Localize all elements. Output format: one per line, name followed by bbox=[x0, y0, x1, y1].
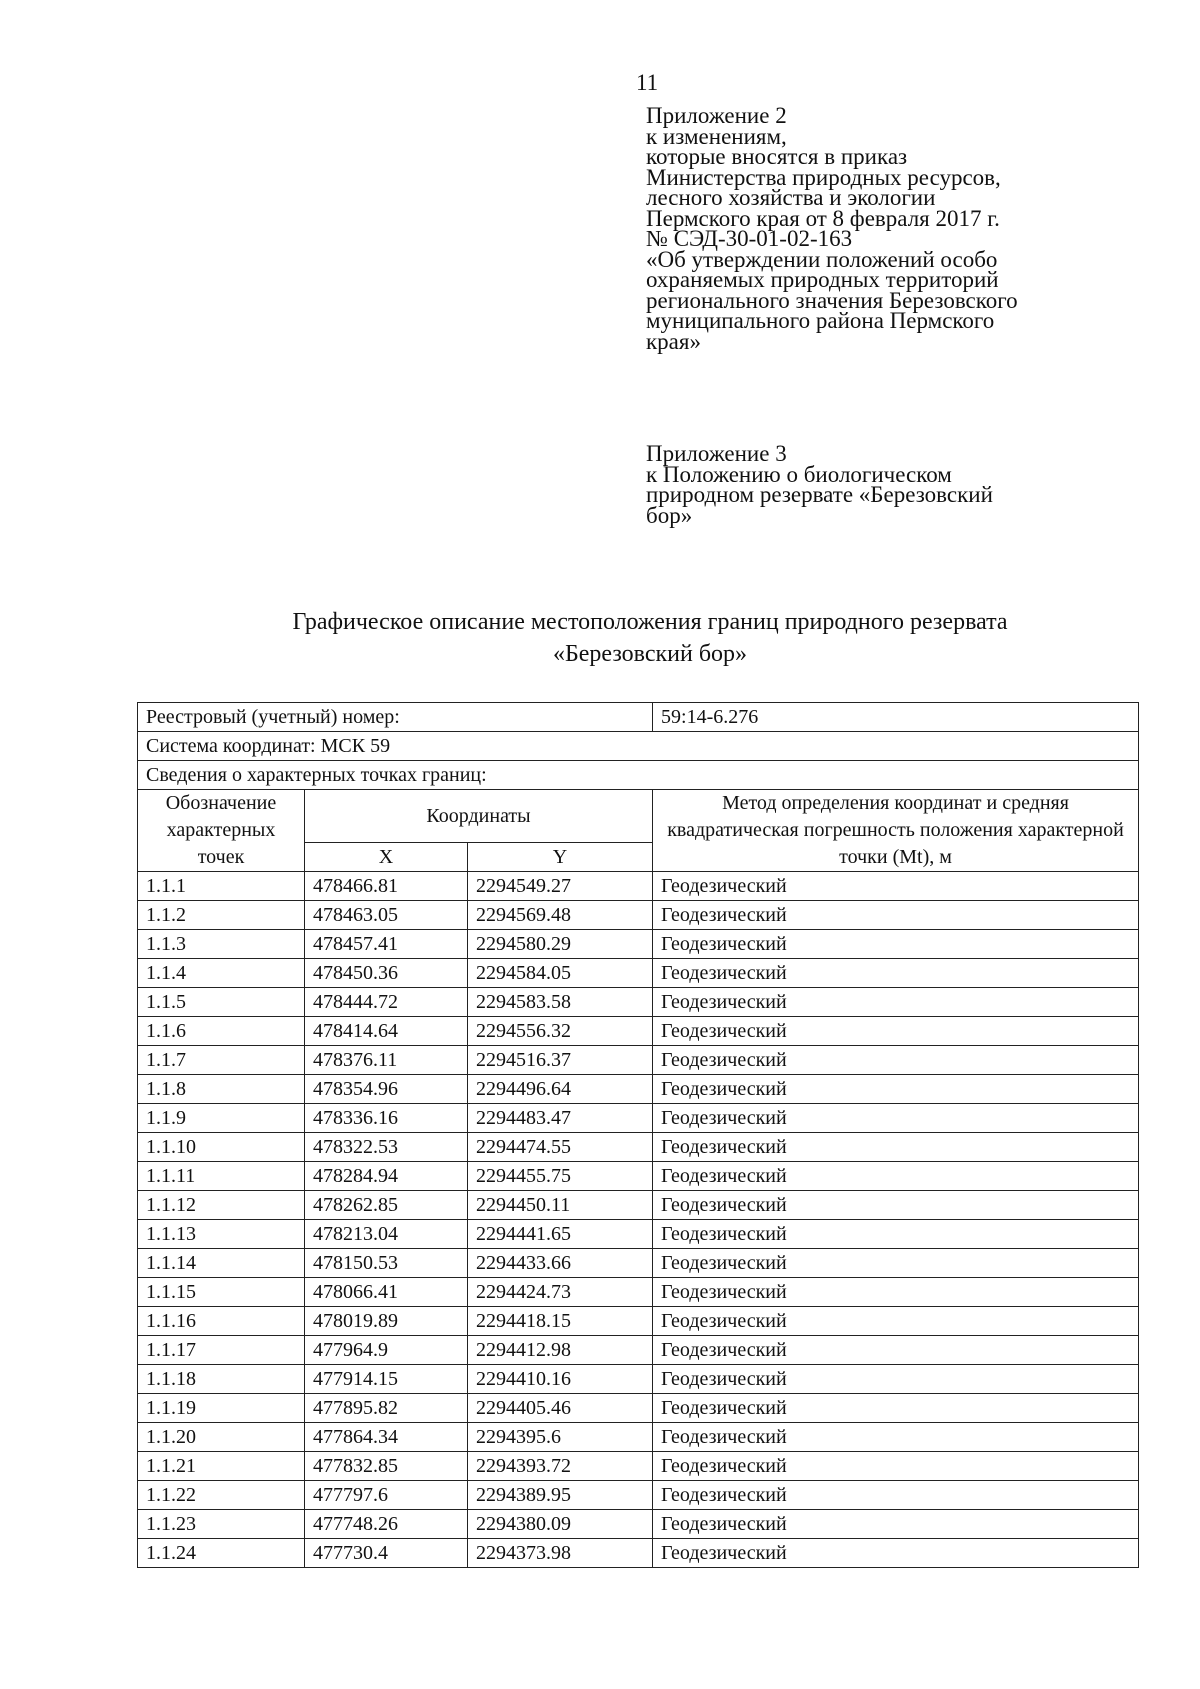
method: Геодезический bbox=[653, 930, 1139, 959]
col-header-x: X bbox=[305, 843, 468, 872]
heading-line: Пермского края от 8 февраля 2017 г. bbox=[646, 205, 1000, 231]
table-row bbox=[138, 1336, 1139, 1365]
table-row bbox=[138, 959, 1139, 988]
registry-row bbox=[138, 703, 1139, 732]
title-line-1: Графическое описание местоположения границ природного резервата bbox=[292, 609, 1008, 635]
method: Геодезический bbox=[653, 1075, 1139, 1104]
document-title bbox=[150, 606, 1150, 670]
point-id: 1.1.23 bbox=[138, 1510, 305, 1539]
method: Геодезический bbox=[653, 1452, 1139, 1481]
table-row bbox=[138, 1162, 1139, 1191]
method: Геодезический bbox=[653, 1017, 1139, 1046]
coord-y: 2294405.46 bbox=[468, 1394, 653, 1423]
heading-line: Приложение 2 bbox=[646, 103, 787, 128]
coord-y: 2294483.47 bbox=[468, 1104, 653, 1133]
coord-x: 477832.85 bbox=[305, 1452, 468, 1481]
coord-x: 478354.96 bbox=[305, 1075, 468, 1104]
heading-line: бор» bbox=[646, 502, 693, 528]
coord-x: 477797.6 bbox=[305, 1481, 468, 1510]
heading-line: Министерства природных ресурсов, bbox=[646, 164, 1001, 190]
col-header-point: Обозначение характерных точек bbox=[138, 790, 305, 872]
coord-y: 2294389.95 bbox=[468, 1481, 653, 1510]
registry-value: 59:14-6.276 bbox=[653, 703, 1139, 732]
table-row bbox=[138, 1452, 1139, 1481]
coord-x: 478376.11 bbox=[305, 1046, 468, 1075]
registry-label: Реестровый (учетный) номер: bbox=[138, 703, 653, 732]
coord-x: 478463.05 bbox=[305, 901, 468, 930]
table-row bbox=[138, 1510, 1139, 1539]
method: Геодезический bbox=[653, 988, 1139, 1017]
heading-line: лесного хозяйства и экологии bbox=[646, 185, 936, 210]
table-row bbox=[138, 1017, 1139, 1046]
method: Геодезический bbox=[653, 1481, 1139, 1510]
point-id: 1.1.22 bbox=[138, 1481, 305, 1510]
coord-x: 477748.26 bbox=[305, 1510, 468, 1539]
point-id: 1.1.8 bbox=[138, 1075, 305, 1104]
title-line-2: «Березовский бор» bbox=[552, 641, 748, 667]
coord-x: 478284.94 bbox=[305, 1162, 468, 1191]
point-id: 1.1.21 bbox=[138, 1452, 305, 1481]
table-row bbox=[138, 1481, 1139, 1510]
point-id: 1.1.24 bbox=[138, 1539, 305, 1568]
method: Геодезический bbox=[653, 959, 1139, 988]
coord-y: 2294424.73 bbox=[468, 1278, 653, 1307]
heading-line: Приложение 3 bbox=[646, 441, 787, 466]
coord-x: 478150.53 bbox=[305, 1249, 468, 1278]
appendix-3-heading bbox=[646, 441, 1166, 528]
method: Геодезический bbox=[653, 1220, 1139, 1249]
point-id: 1.1.4 bbox=[138, 959, 305, 988]
coord-x: 478466.81 bbox=[305, 872, 468, 901]
table-row bbox=[138, 1365, 1139, 1394]
heading-line: к изменениям, bbox=[646, 123, 787, 149]
method: Геодезический bbox=[653, 1162, 1139, 1191]
point-id: 1.1.20 bbox=[138, 1423, 305, 1452]
coord-y: 2294412.98 bbox=[468, 1336, 653, 1365]
table-row bbox=[138, 1394, 1139, 1423]
point-id: 1.1.19 bbox=[138, 1394, 305, 1423]
method: Геодезический bbox=[653, 1365, 1139, 1394]
table-row bbox=[138, 1278, 1139, 1307]
coord-x: 478213.04 bbox=[305, 1220, 468, 1249]
method: Геодезический bbox=[653, 1249, 1139, 1278]
method: Геодезический bbox=[653, 1104, 1139, 1133]
coord-x: 477964.9 bbox=[305, 1336, 468, 1365]
coord-y: 2294569.48 bbox=[468, 901, 653, 930]
point-id: 1.1.11 bbox=[138, 1162, 305, 1191]
point-id: 1.1.7 bbox=[138, 1046, 305, 1075]
table-row bbox=[138, 1220, 1139, 1249]
method: Геодезический bbox=[653, 1278, 1139, 1307]
table-row bbox=[138, 1423, 1139, 1452]
table-row bbox=[138, 1191, 1139, 1220]
coord-x: 477864.34 bbox=[305, 1423, 468, 1452]
coord-y: 2294380.09 bbox=[468, 1510, 653, 1539]
table-row bbox=[138, 1539, 1139, 1568]
point-id: 1.1.15 bbox=[138, 1278, 305, 1307]
method: Геодезический bbox=[653, 872, 1139, 901]
point-id: 1.1.18 bbox=[138, 1365, 305, 1394]
coord-y: 2294549.27 bbox=[468, 872, 653, 901]
coord-y: 2294496.64 bbox=[468, 1075, 653, 1104]
point-id: 1.1.13 bbox=[138, 1220, 305, 1249]
coord-x: 478019.89 bbox=[305, 1307, 468, 1336]
table-row bbox=[138, 1249, 1139, 1278]
coord-y: 2294455.75 bbox=[468, 1162, 653, 1191]
heading-line: регионального значения Березовского bbox=[646, 287, 1018, 313]
col-header-coords: Координаты bbox=[305, 790, 653, 843]
point-id: 1.1.1 bbox=[138, 872, 305, 901]
table-row bbox=[138, 988, 1139, 1017]
coord-y: 2294418.15 bbox=[468, 1307, 653, 1336]
coord-y: 2294373.98 bbox=[468, 1539, 653, 1568]
point-id: 1.1.3 bbox=[138, 930, 305, 959]
heading-line: к Положению о биологическом bbox=[646, 461, 952, 487]
heading-line: муниципального района Пермского bbox=[646, 308, 995, 333]
method: Геодезический bbox=[653, 1423, 1139, 1452]
coord-y: 2294556.32 bbox=[468, 1017, 653, 1046]
coord-y: 2294450.11 bbox=[468, 1191, 653, 1220]
coord-x: 478450.36 bbox=[305, 959, 468, 988]
coord-x: 478066.41 bbox=[305, 1278, 468, 1307]
table-row bbox=[138, 1046, 1139, 1075]
col-header-y: Y bbox=[468, 843, 653, 872]
point-id: 1.1.10 bbox=[138, 1133, 305, 1162]
point-id: 1.1.12 bbox=[138, 1191, 305, 1220]
point-id: 1.1.17 bbox=[138, 1336, 305, 1365]
method: Геодезический bbox=[653, 1133, 1139, 1162]
table-row bbox=[138, 1307, 1139, 1336]
coord-x: 477914.15 bbox=[305, 1365, 468, 1394]
coord-x: 477730.4 bbox=[305, 1539, 468, 1568]
col-header-method: Метод определения координат и средняя квадратическая погрешность положения характерной точки (Mt), м bbox=[653, 790, 1139, 872]
table-row bbox=[138, 901, 1139, 930]
coord-y: 2294393.72 bbox=[468, 1452, 653, 1481]
coord-x: 477895.82 bbox=[305, 1394, 468, 1423]
heading-line: которые вносятся в приказ bbox=[646, 144, 908, 169]
table-row bbox=[138, 1133, 1139, 1162]
coord-x: 478336.16 bbox=[305, 1104, 468, 1133]
point-id: 1.1.5 bbox=[138, 988, 305, 1017]
coord-y: 2294584.05 bbox=[468, 959, 653, 988]
coord-y: 2294516.37 bbox=[468, 1046, 653, 1075]
coord-y: 2294441.65 bbox=[468, 1220, 653, 1249]
point-id: 1.1.16 bbox=[138, 1307, 305, 1336]
coord-y: 2294410.16 bbox=[468, 1365, 653, 1394]
coord-y: 2294580.29 bbox=[468, 930, 653, 959]
method: Геодезический bbox=[653, 1046, 1139, 1075]
coord-x: 478262.85 bbox=[305, 1191, 468, 1220]
page-number: 11 bbox=[636, 70, 659, 95]
coord-x: 478457.41 bbox=[305, 930, 468, 959]
points-info: Сведения о характерных точках границ: bbox=[138, 761, 1139, 790]
heading-line: № СЭД-30-01-02-163 bbox=[646, 226, 853, 251]
table-row bbox=[138, 1104, 1139, 1133]
coord-x: 478444.72 bbox=[305, 988, 468, 1017]
appendix-2-heading bbox=[646, 103, 1166, 354]
table-row bbox=[138, 1075, 1139, 1104]
method: Геодезический bbox=[653, 1336, 1139, 1365]
coord-system: Система координат: МСК 59 bbox=[138, 732, 1139, 761]
method: Геодезический bbox=[653, 1394, 1139, 1423]
method: Геодезический bbox=[653, 901, 1139, 930]
table-row bbox=[138, 872, 1139, 901]
coord-y: 2294433.66 bbox=[468, 1249, 653, 1278]
coord-x: 478414.64 bbox=[305, 1017, 468, 1046]
coord-x: 478322.53 bbox=[305, 1133, 468, 1162]
heading-line: охраняемых природных территорий bbox=[646, 267, 999, 292]
table-row bbox=[138, 930, 1139, 959]
heading-line: природном резервате «Березовский bbox=[646, 482, 993, 507]
coord-y: 2294583.58 bbox=[468, 988, 653, 1017]
boundary-points-table bbox=[137, 702, 1139, 1568]
heading-line: края» bbox=[646, 328, 701, 354]
coord-y: 2294395.6 bbox=[468, 1423, 653, 1452]
point-id: 1.1.9 bbox=[138, 1104, 305, 1133]
method: Геодезический bbox=[653, 1191, 1139, 1220]
coord-y: 2294474.55 bbox=[468, 1133, 653, 1162]
point-id: 1.1.6 bbox=[138, 1017, 305, 1046]
method: Геодезический bbox=[653, 1307, 1139, 1336]
coord-system-row bbox=[138, 732, 1139, 761]
point-id: 1.1.2 bbox=[138, 901, 305, 930]
method: Геодезический bbox=[653, 1510, 1139, 1539]
method: Геодезический bbox=[653, 1539, 1139, 1568]
header-row bbox=[138, 790, 1139, 843]
point-id: 1.1.14 bbox=[138, 1249, 305, 1278]
points-info-row bbox=[138, 761, 1139, 790]
heading-line: «Об утверждении положений особо bbox=[646, 246, 998, 272]
